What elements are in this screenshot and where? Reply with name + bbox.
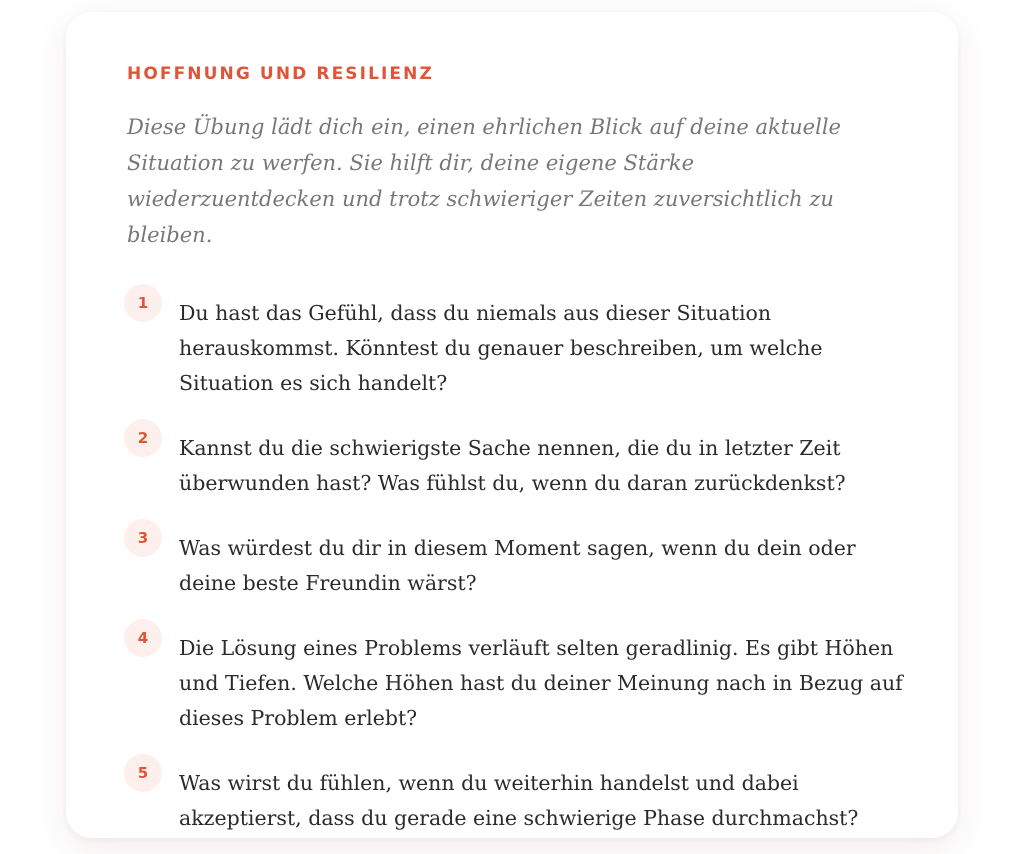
question-item: [124, 284, 914, 401]
section-title: HOFFNUNG UND RESILIENZ: [127, 64, 434, 84]
question-number-badge: 1: [124, 284, 162, 322]
question-item: [124, 754, 914, 836]
question-number-badge: 4: [124, 619, 162, 657]
question-text: Was wirst du fühlen, wenn du weiterhin handelst und dabei akzeptierst, dass du gerade eine schwierige Phase durchmachst?: [179, 771, 859, 830]
question-number-badge: 2: [124, 419, 162, 457]
question-text: Was würdest du dir in diesem Moment sagen, wenn du dein oder deine beste Freundin wärst?: [179, 536, 856, 595]
question-item: [124, 619, 914, 736]
question-text: Die Lösung eines Problems verläuft selten geradlinig. Es gibt Höhen und Tiefen. Welche Höhen hast du deiner Meinung nach in Bezug auf dieses Problem erlebt?: [179, 636, 903, 730]
question-item: [124, 519, 914, 601]
question-number-badge: 5: [124, 754, 162, 792]
question-item: [124, 419, 914, 501]
question-list: [124, 284, 914, 854]
exercise-card: [66, 12, 958, 838]
section-intro: Diese Übung lädt dich ein, einen ehrlichen Blick auf deine aktuelle Situation zu werfen. Sie hilft dir, deine eigene Stärke wiederzuentdecken und trotz schwieriger Zeiten zuversichtlich zu bleiben.: [127, 115, 841, 247]
question-number-badge: 3: [124, 519, 162, 557]
question-text: Du hast das Gefühl, dass du niemals aus dieser Situation herauskommst. Könntest du genauer beschreiben, um welche Situation es sich handelt?: [179, 301, 823, 395]
question-text: Kannst du die schwierigste Sache nennen, die du in letzter Zeit überwunden hast? Was fühlst du, wenn du daran zurückdenkst?: [179, 436, 846, 495]
